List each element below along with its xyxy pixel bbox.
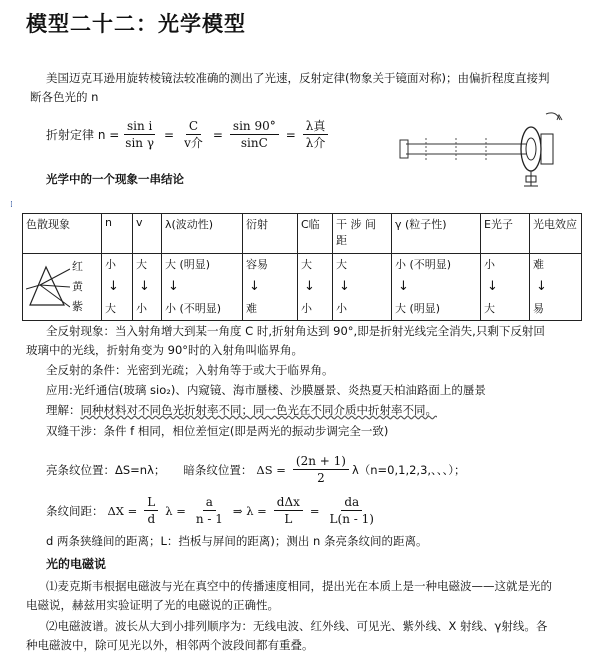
prism-icon <box>26 261 70 311</box>
bottom-value: 小 <box>336 302 347 315</box>
spacing-lhs: ΔX = <box>107 503 138 518</box>
bright-fringe-label: 亮条纹位置：ΔS=nλ； <box>46 462 166 477</box>
prism-cell <box>23 254 102 321</box>
understanding-text: 同种材料对不同色光折射率不同；同一色光在不同介质中折射率不同。 <box>80 403 437 417</box>
numerator: L <box>144 494 158 511</box>
operator: λ = <box>165 503 186 518</box>
total-reflection-condition: 全反射的条件：光密到光疏；入射角等于或大于临界角。 <box>46 363 334 377</box>
dark-fringe-lhs: ΔS = <box>256 462 286 477</box>
intro-line-2: 断各色光的 n <box>30 90 99 104</box>
operator: = <box>309 503 320 518</box>
denominator: 2 <box>317 471 325 485</box>
header-cell: v <box>133 214 162 254</box>
top-value: 大 <box>136 258 147 271</box>
total-reflection-line-2: 玻璃中的光线，折射角变为 90°时的入射角叫临界角。 <box>26 343 304 357</box>
fraction <box>144 494 158 527</box>
michelson-apparatus-diagram <box>396 108 576 188</box>
header-cell: λ(波动性) <box>162 214 243 254</box>
em-theory-line-3: ⑵电磁波谱。波长从大到小排列顺序为：无线电波、红外线、可见光、紫外线、X 射线、γ射线。各 <box>46 619 548 633</box>
top-value: 小 <box>105 258 116 271</box>
dark-fringe-fraction <box>293 453 349 486</box>
table-cell <box>162 254 243 321</box>
fraction <box>274 494 303 527</box>
em-theory-line-2: 电磁说，赫兹用实验证明了光的电磁说的正确性。 <box>26 598 279 612</box>
down-arrow-icon: ↓ <box>304 278 315 294</box>
bottom-value: 小 (不明显) <box>165 302 222 315</box>
down-arrow-icon: ↓ <box>398 278 409 294</box>
down-arrow-icon: ↓ <box>249 278 260 294</box>
down-arrow-icon: ↓ <box>108 278 119 294</box>
color-violet-label: 紫 <box>72 300 83 313</box>
spacing-note: d 两条狭缝间的距离；L：挡板与屏间的距离)；测出 n 条亮条纹间的距离。 <box>46 534 428 548</box>
fraction <box>193 494 226 527</box>
table-cell <box>243 254 298 321</box>
fraction-speed-ratio <box>181 118 206 151</box>
numerator: a <box>203 494 216 511</box>
page-title: 模型二十二：光学模型 <box>26 12 246 36</box>
numerator: sin i <box>124 118 155 135</box>
table-cell <box>298 254 333 321</box>
bottom-value: 小 <box>301 302 312 315</box>
table-cell <box>333 254 392 321</box>
table-cell <box>392 254 481 321</box>
header-cell: 干 涉 间 距 <box>333 214 392 254</box>
header-cell: 衍射 <box>243 214 298 254</box>
down-arrow-icon: ↓ <box>487 278 498 294</box>
table-cell <box>530 254 582 321</box>
em-theory-title: 光的电磁说 <box>46 557 107 571</box>
anchor-marker-icon: ⁞ <box>10 200 13 210</box>
numerator: λ真 <box>303 118 329 135</box>
fraction-sin-ratio <box>122 118 157 151</box>
denominator: L(n - 1) <box>329 512 374 526</box>
bottom-value: 易 <box>533 302 544 315</box>
bottom-value: 大 (明显) <box>395 302 441 315</box>
down-arrow-icon: ↓ <box>536 278 547 294</box>
double-slit-condition: 双缝干涉：条件 f 相同，相位差恒定(即是两光的振动步调完全一致) <box>46 424 389 438</box>
em-theory-line-1: ⑴麦克斯韦根据电磁波与光在真空中的传播速度相同，提出光在本质上是一种电磁波——这就是光的 <box>46 579 552 593</box>
equals: = <box>285 127 296 142</box>
header-cell: 色散现象 <box>23 214 102 254</box>
color-red-label: 红 <box>72 260 83 273</box>
fringe-position-row <box>46 453 466 486</box>
numerator: sin 90° <box>230 118 279 135</box>
denominator: n - 1 <box>195 512 223 526</box>
header-cell: γ (粒子性) <box>392 214 481 254</box>
top-value: 大 <box>336 258 347 271</box>
top-value: 容易 <box>246 258 268 271</box>
table-cell <box>102 254 133 321</box>
operator: ⇒ λ = <box>232 503 267 518</box>
fraction-wavelength-ratio <box>303 118 329 151</box>
fraction-critical-angle <box>230 118 279 151</box>
table-cell <box>481 254 530 321</box>
bottom-value: 难 <box>246 302 257 315</box>
fraction <box>327 494 377 527</box>
bottom-value: 大 <box>484 302 495 315</box>
fringe-spacing-row <box>46 494 380 527</box>
refraction-formula <box>46 118 331 151</box>
total-reflection-applications: 应用:光纤通信(玻璃 sio₂)、内窥镜、海市蜃楼、沙膜蜃景、炎热夏天柏油路面上的蜃景 <box>46 383 486 397</box>
color-yellow-label: 黄 <box>72 280 83 293</box>
top-value: 小 (不明显) <box>395 258 452 271</box>
table-row <box>23 254 582 321</box>
denominator: L <box>284 512 293 526</box>
total-reflection-line-1: 全反射现象：当入射角增大到某一角度 C 时,折射角达到 90°,即是折射光线完全消失,只剩下反射回 <box>46 324 545 338</box>
equals: = <box>164 127 175 142</box>
top-value: 大 (明显) <box>165 258 211 271</box>
dispersion-table <box>22 213 582 321</box>
top-value: 大 <box>301 258 312 271</box>
intro-line-1: 美国迈克耳逊用旋转棱镜法较准确的测出了光速，反射定律(物象关于镜面对称)；由偏折程度直接判 <box>46 71 550 85</box>
top-value: 小 <box>484 258 495 271</box>
dark-fringe-label: 暗条纹位置： <box>183 462 253 477</box>
bottom-value: 大 <box>105 302 116 315</box>
understanding-label: 理解： <box>46 403 81 417</box>
spacing-label: 条纹间距： <box>46 503 104 518</box>
bottom-value: 小 <box>136 302 147 315</box>
header-cell: E光子 <box>481 214 530 254</box>
dark-fringe-tail: λ（n=0,1,2,3,、、、）； <box>351 462 466 477</box>
understanding-line <box>46 401 437 419</box>
denominator: sinC <box>240 136 268 150</box>
denominator: d <box>147 512 156 526</box>
refraction-label: 折射定律 n = <box>46 128 120 142</box>
numerator: dΔx <box>274 494 303 511</box>
table-cell <box>133 254 162 321</box>
down-arrow-icon: ↓ <box>339 278 350 294</box>
denominator: sin γ <box>125 136 155 150</box>
down-arrow-icon: ↓ <box>139 278 150 294</box>
denominator: λ介 <box>305 136 326 150</box>
equals: = <box>212 127 223 142</box>
header-cell: 光电效应 <box>530 214 582 254</box>
denominator: v介 <box>184 136 203 150</box>
table-header-row <box>23 214 582 254</box>
numerator: da <box>341 494 362 511</box>
top-value: 难 <box>533 258 544 271</box>
phenomenon-title: 光学中的一个现象一串结论 <box>46 172 184 186</box>
down-arrow-icon: ↓ <box>168 278 179 294</box>
header-cell: C临 <box>298 214 333 254</box>
header-cell: n <box>102 214 133 254</box>
numerator: (2n + 1) <box>293 453 349 470</box>
numerator: C <box>186 118 201 135</box>
em-theory-line-4: 种电磁波中，除可见光以外，相邻两个波段间都有重叠。 <box>26 638 314 652</box>
